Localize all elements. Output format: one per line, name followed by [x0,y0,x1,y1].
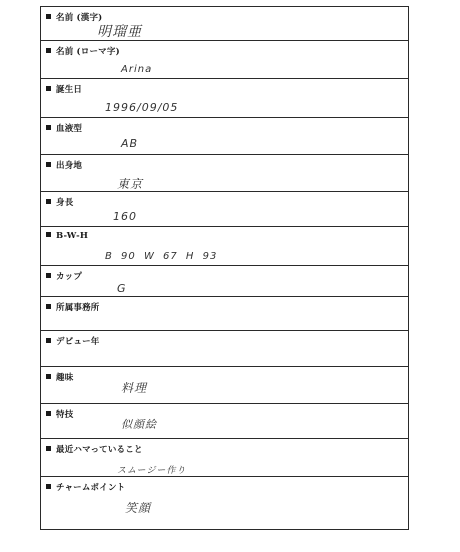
field-label [46,408,73,420]
field-label [46,270,82,282]
bullet-square-icon [46,484,51,489]
bullet-square-icon [46,411,51,416]
field-value: 1996/09/05 [105,101,179,114]
field-recent-interest [41,439,408,477]
field-name-romaji [41,41,408,79]
field-value: 笑顔 [125,501,152,515]
label-text: 身長 [56,198,74,208]
label-text: 血液型 [56,124,83,134]
field-label [46,301,100,313]
bullet-square-icon [46,374,51,379]
field-label [46,83,82,95]
field-agency [41,297,408,331]
label-text: 誕生日 [56,85,83,95]
field-label [46,231,88,241]
field-label [46,45,120,57]
field-value: G [117,282,127,295]
field-birthday [41,79,408,118]
field-name-kanji [41,7,408,41]
label-text: デビュー年 [56,337,100,347]
bullet-square-icon [46,273,51,278]
bullet-square-icon [46,48,51,53]
label-text: 名前 (ローマ字) [56,47,120,57]
field-label [46,443,143,455]
label-text: 所属事務所 [56,303,100,313]
field-value: B 90 W 67 H 93 [105,251,218,262]
label-text: チャームポイント [56,483,126,493]
field-label [46,481,125,493]
field-label [46,371,73,383]
field-label [46,335,100,347]
field-value: スムージー作り [117,466,187,476]
field-value: 料理 [121,381,148,395]
field-charm-point [41,477,408,531]
field-birthplace [41,155,408,192]
field-cup [41,266,408,297]
field-value: 東京 [117,177,144,191]
field-value: Arina [121,64,153,75]
bullet-square-icon [46,162,51,167]
bullet-square-icon [46,304,51,309]
field-value: AB [121,137,139,150]
label-text: 最近ハマっていること [56,445,143,455]
profile-form [40,6,409,530]
bullet-square-icon [46,338,51,343]
label-text: 特技 [56,410,74,420]
label-text: 趣味 [56,373,74,383]
label-text: 出身地 [56,161,83,171]
field-skill [41,404,408,439]
field-debut-year [41,331,408,367]
bullet-square-icon [46,86,51,91]
field-value: 160 [113,210,137,223]
label-text: カップ [56,272,83,282]
field-value: 明瑠亜 [97,24,142,40]
label-text: 名前 (漢字) [56,13,103,23]
field-blood-type [41,118,408,155]
field-label [46,11,102,23]
label-text: B-W-H [56,231,89,241]
bullet-square-icon [46,125,51,130]
field-value: 似顔絵 [121,418,157,431]
bullet-square-icon [46,199,51,204]
bullet-square-icon [46,232,51,237]
field-label [46,122,82,134]
field-label [46,196,73,208]
field-bwh [41,227,408,266]
bullet-square-icon [46,14,51,19]
bullet-square-icon [46,446,51,451]
field-height [41,192,408,227]
field-label [46,159,82,171]
field-hobby [41,367,408,404]
